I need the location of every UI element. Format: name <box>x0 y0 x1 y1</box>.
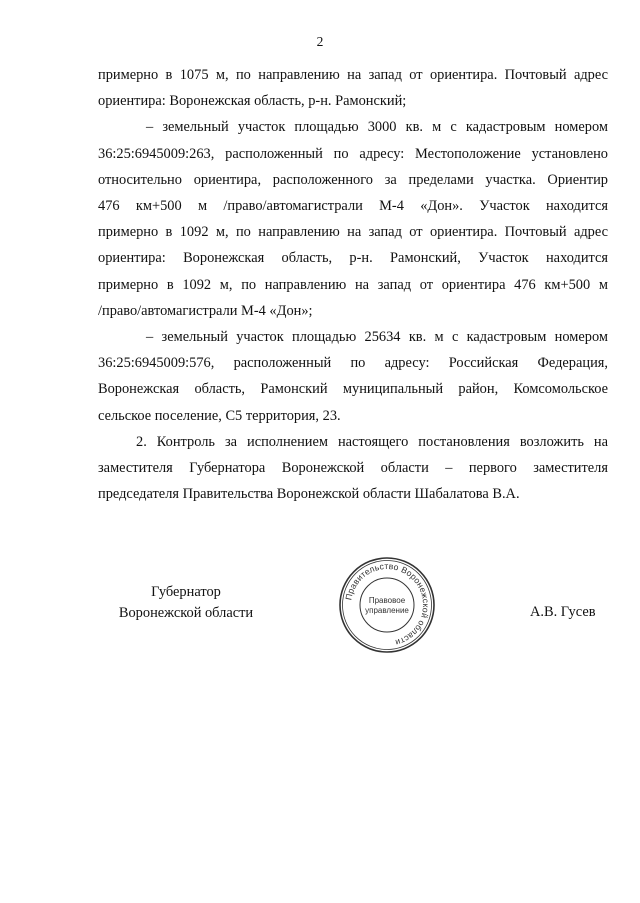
text-line: примерно в 1075 м, по направлению на запад от ориентира. Почтовый адрес <box>98 67 608 83</box>
text-line: председателя Правительства Воронежской области Шабалатова В.А. <box>98 486 520 503</box>
text-line: Воронежская область, Рамонский муниципальный район, Комсомольское <box>98 381 608 398</box>
text-line: – земельный участок площадью 3000 кв. м с кадастровым номером <box>146 119 608 136</box>
paragraph-parcel-576 <box>98 324 608 429</box>
signatory-title-line: Воронежской области <box>118 605 254 621</box>
text-line: 36:25:6945009:576, расположенный по адресу: Российская Федерация, <box>98 355 608 372</box>
signatory-title-line: Губернатор <box>151 584 221 600</box>
paragraph-address-1075 <box>98 62 608 114</box>
stamp-outer-text: Правительство Воронежской области <box>343 560 432 648</box>
text-line: примерно в 1092 м, по направлению на запад от ориентира 476 км+500 м <box>98 276 608 293</box>
text-line: сельское поселение, С5 территория, 23. <box>98 407 341 424</box>
text-line: ориентира: Воронежская область, р-н. Рамонский, Участок находится <box>98 250 608 267</box>
text-line: ориентира: Воронежская область, р-н. Рамонский; <box>98 93 407 110</box>
paragraph-parcel-263 <box>98 114 608 324</box>
page-number: 2 <box>316 34 324 49</box>
text-line: /право/автомагистрали М-4 «Дон»; <box>98 302 313 319</box>
document-body <box>98 62 608 507</box>
text-line: 2. Контроль за исполнением настоящего постановления возложить на <box>136 433 608 450</box>
text-line: заместителя Губернатора Воронежской области – первого заместителя <box>98 460 608 477</box>
text-line: 36:25:6945009:263, расположенный по адресу: Местоположение установлено <box>98 145 608 162</box>
text-line: – земельный участок площадью 25634 кв. м с кадастровым номером <box>146 329 608 346</box>
stamp-inner-text: управление <box>365 606 409 615</box>
signatory-name: А.В. Гусев <box>530 604 596 620</box>
signatory-title <box>96 582 276 624</box>
text-line: 476 км+500 м /право/автомагистрали М-4 «Дон». Участок находится <box>98 198 608 215</box>
official-stamp <box>337 555 437 655</box>
text-line: примерно в 1092 м, по направлению на запад от ориентира. Почтовый адрес <box>98 224 608 241</box>
stamp-inner-text: Правовое <box>368 596 406 605</box>
text-line: относительно ориентира, расположенного за пределами участка. Ориентир <box>98 171 608 188</box>
paragraph-control <box>98 429 608 508</box>
